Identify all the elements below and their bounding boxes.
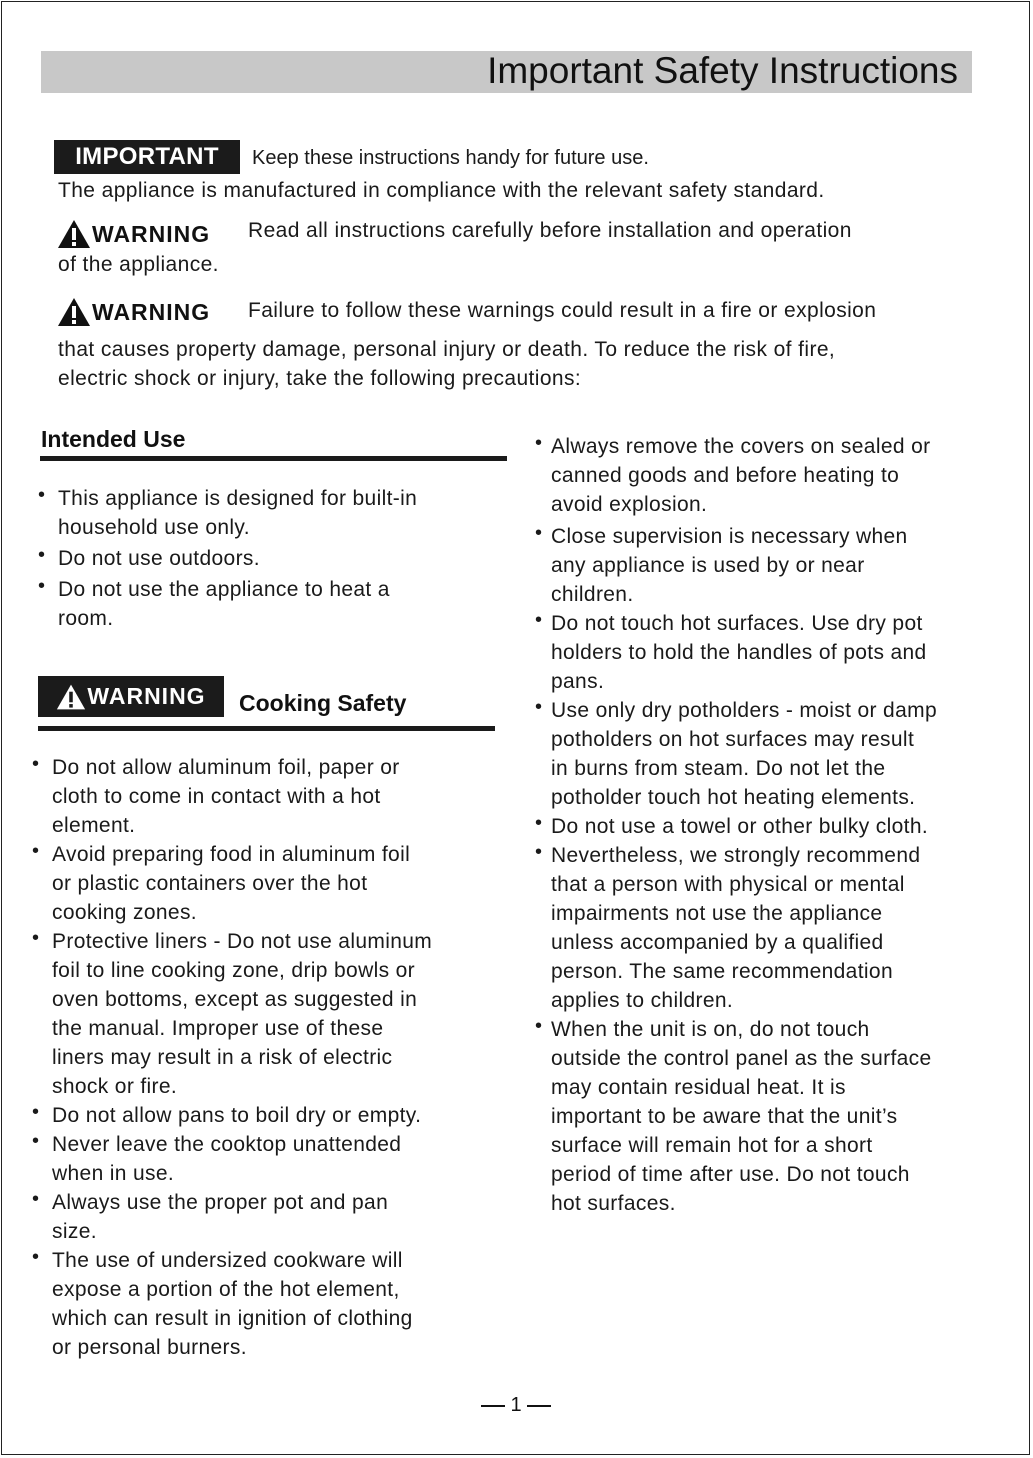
cooking-warning-badge: [38, 676, 224, 717]
warning-text: WARNING: [92, 221, 211, 247]
list-item: • Close supervision is necessary when any appliance is used by or near children.: [535, 522, 908, 606]
list-item: • Do not use outdoors.: [38, 544, 260, 570]
list-item: • Always remove the covers on sealed or canned goods and before heating to avoid explosion.: [535, 432, 931, 516]
important-note: Keep these instructions handy for future use.: [252, 147, 649, 169]
list-item: • This appliance is designed for built-in household use only.: [38, 484, 418, 539]
warning-label-1: [57, 219, 210, 249]
warning-triangle-icon: [57, 297, 91, 327]
warning-triangle-icon: [56, 683, 86, 711]
list-item: • Do not allow pans to boil dry or empty.: [32, 1101, 422, 1127]
compliance-text: The appliance is manufactured in compliance with the relevant safety standard.: [58, 179, 825, 202]
dash: [527, 1405, 551, 1407]
title-bar: [41, 51, 972, 93]
page-number: 1: [474, 1392, 558, 1418]
list-item: • Never leave the cooktop unattended when in use.: [32, 1130, 402, 1185]
warning-label-2: [57, 297, 210, 327]
list-item: • The use of undersized cookware will expose a portion of the hot element, which can result in ignition of clothing or personal burners.: [32, 1246, 413, 1359]
warning2-line1: Failure to follow these warnings could result in a fire or explosion: [248, 299, 877, 322]
important-badge: IMPORTANT: [54, 140, 240, 174]
list-item: • When the unit is on, do not touch outside the control panel as the surface may contain residual heat. It is important to be aware that the unit’s surface will remain hot for a short period of time after use. Do not touch hot surfaces.: [535, 1015, 932, 1215]
warning2-line2: that causes property damage, personal injury or death. To reduce the risk of fire,: [58, 338, 836, 361]
warning1-line2: of the appliance.: [58, 253, 219, 276]
divider: [40, 456, 507, 461]
list-item: • Protective liners - Do not use aluminum foil to line cooking zone, drip bowls or oven bottoms, except as suggested in the manual. Improper use of these liners may result in a risk of electric shock or fire.: [32, 927, 433, 1098]
list-item: • Use only dry potholders - moist or damp potholders on hot surfaces may result in burns from steam. Do not let the potholder touch hot heating elements.: [535, 696, 937, 809]
warning1-line1: Read all instructions carefully before installation and operation: [248, 219, 852, 242]
right-column-list: [535, 432, 1001, 1218]
divider: [38, 726, 495, 731]
list-item: • Nevertheless, we strongly recommend that a person with physical or mental impairments not use the appliance unless accompanied by a qualified person. The same recommendation applies to children.: [535, 841, 921, 1012]
list-item: • Avoid preparing food in aluminum foil or plastic containers over the hot cooking zones.: [32, 840, 411, 924]
list-item: • Always use the proper pot and pan size.: [32, 1188, 389, 1243]
cooking-safety-list: [32, 753, 497, 1362]
warning-text: WARNING: [87, 683, 206, 709]
warning-text: WARNING: [92, 299, 211, 325]
page-title: Important Safety Instructions: [487, 50, 958, 91]
warning-triangle-icon: [57, 219, 91, 249]
list-item: • Do not allow aluminum foil, paper or cloth to come in contact with a hot element.: [32, 753, 400, 837]
list-item: • Do not use a towel or other bulky cloth.: [535, 812, 929, 838]
list-item: • Do not touch hot surfaces. Use dry pot holders to hold the handles of pots and pans.: [535, 609, 927, 693]
intended-use-heading: Intended Use: [41, 426, 186, 452]
list-item: • Do not use the appliance to heat a room.: [38, 575, 390, 630]
intended-use-list: [38, 484, 498, 633]
dash: [481, 1405, 505, 1407]
cooking-safety-heading: Cooking Safety: [239, 690, 407, 716]
warning2-line3: electric shock or injury, take the following precautions:: [58, 367, 582, 390]
